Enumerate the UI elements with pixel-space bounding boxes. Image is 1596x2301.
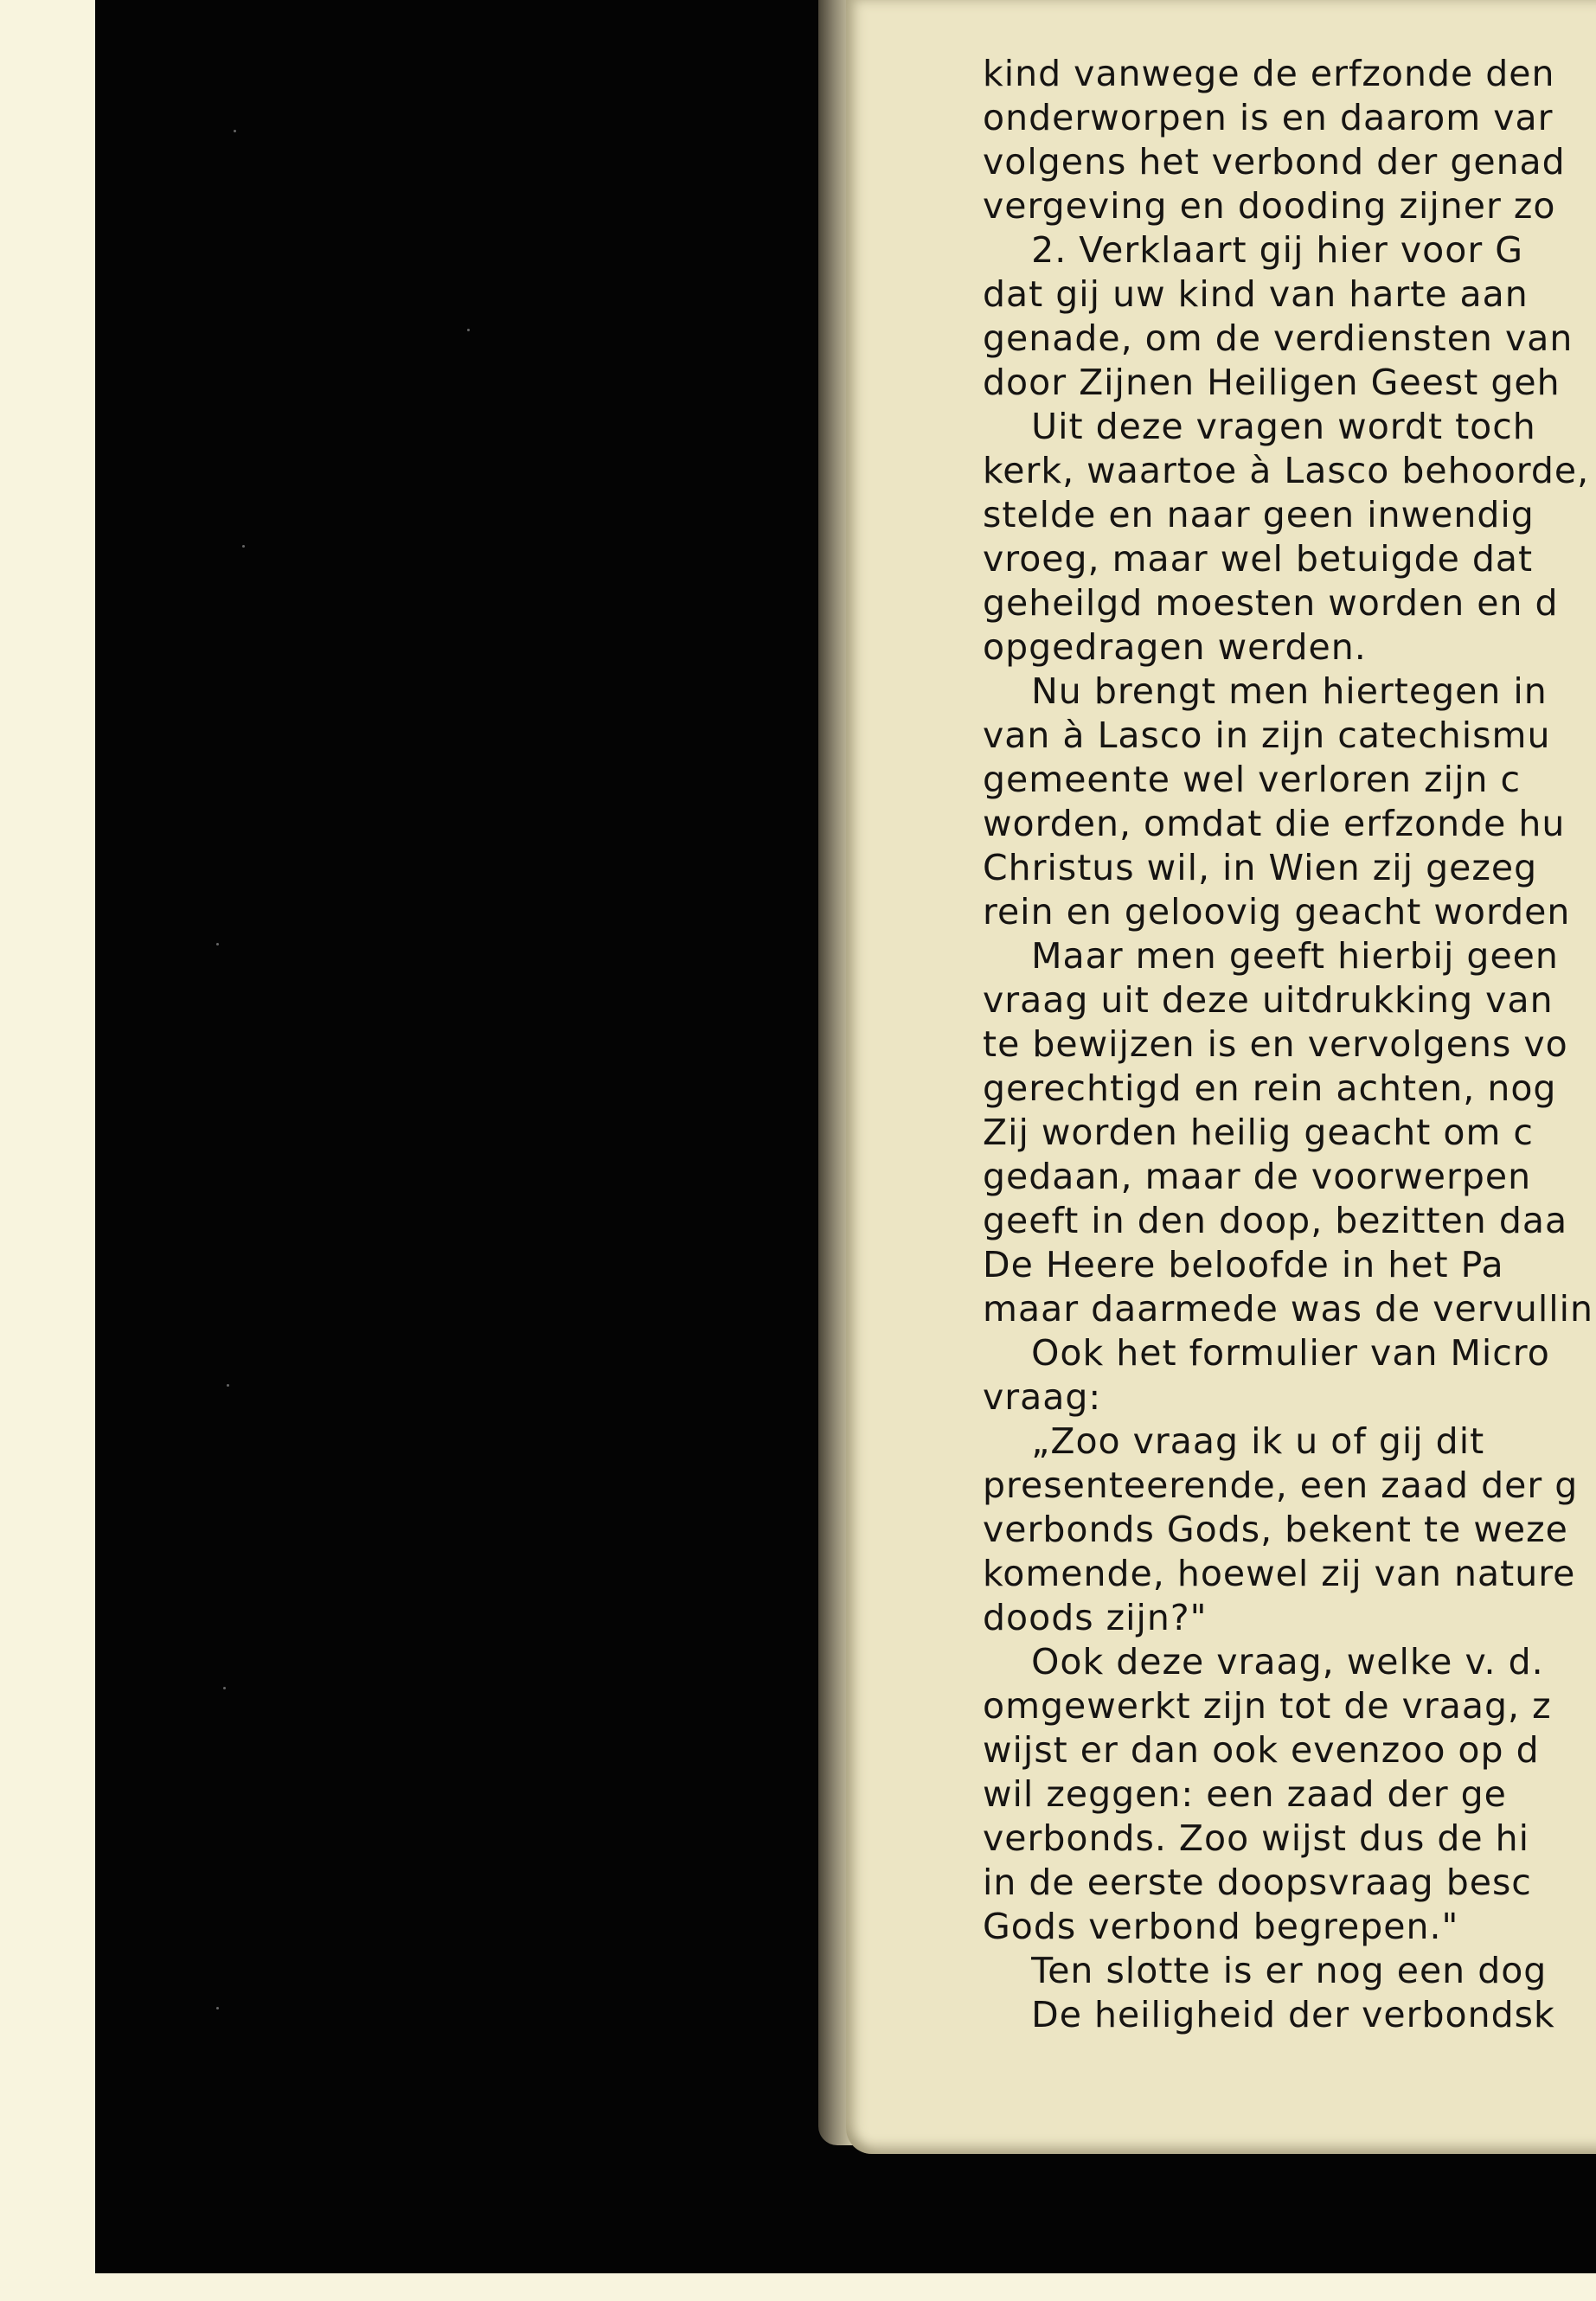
text-line: genade, om de verdiensten van (983, 317, 1574, 359)
text-line: worden, omdat die erfzonde hu (983, 803, 1566, 844)
text-line: in de eerste doopsvraag besc (983, 1862, 1532, 1903)
text-line: omgewerkt zijn tot de vraag, z (983, 1685, 1552, 1727)
text-line: vraag uit deze uitdrukking van (983, 979, 1554, 1021)
scan-bottom-margin (0, 2273, 1596, 2301)
dust-speck (242, 545, 245, 548)
text-line: gedaan, maar de voorwerpen (983, 1156, 1532, 1197)
text-line: Maar men geeft hierbij geen (983, 935, 1559, 977)
text-line: door Zijnen Heiligen Geest geh (983, 362, 1561, 403)
text-line: Nu brengt men hiertegen in (983, 670, 1548, 712)
text-line: gerechtigd en rein achten, nog (983, 1067, 1557, 1109)
dust-speck (216, 943, 219, 945)
text-line: Gods verbond begrepen." (983, 1906, 1459, 1947)
text-line: Ten slotte is er nog een dog (983, 1950, 1548, 1991)
text-line: dat gij uw kind van harte aan (983, 273, 1529, 315)
text-line: verbonds Gods, bekent te weze (983, 1509, 1568, 1550)
text-line: Zij worden heilig geacht om c (983, 1112, 1534, 1153)
text-line: „Zoo vraag ik u of gij dit (983, 1420, 1485, 1462)
text-line: wil zeggen: een zaad der ge (983, 1773, 1507, 1815)
text-line: maar daarmede was de vervullin (983, 1288, 1594, 1330)
text-line: van à Lasco in zijn catechismu (983, 715, 1551, 756)
text-line: 2. Verklaart gij hier voor G (983, 229, 1523, 271)
text-line: geheilgd moesten worden en d (983, 582, 1559, 624)
dust-speck (216, 2007, 219, 2009)
text-line: vraag: (983, 1376, 1102, 1418)
text-line: rein en geloovig geacht worden (983, 891, 1571, 933)
dust-speck (227, 1384, 229, 1387)
text-line: verbonds. Zoo wijst dus de hi (983, 1817, 1530, 1859)
text-line: doods zijn?" (983, 1597, 1208, 1638)
dust-speck (467, 329, 470, 331)
text-line: De Heere beloofde in het Pa (983, 1244, 1504, 1285)
text-line: wijst er dan ook evenzoo op d (983, 1729, 1540, 1771)
text-line: onderworpen is en daarom var (983, 97, 1554, 138)
text-line: vroeg, maar wel betuigde dat (983, 538, 1534, 580)
book-page (846, 0, 1596, 2154)
text-line: geeft in den doop, bezitten daa (983, 1200, 1568, 1241)
text-line: Christus wil, in Wien zij gezeg (983, 847, 1538, 888)
text-line: Ook het formulier van Micro (983, 1332, 1550, 1374)
text-line: De heiligheid der verbondsk (983, 1994, 1555, 2035)
scan-left-margin (0, 0, 95, 2301)
text-line: kerk, waartoe à Lasco behoorde, (983, 450, 1590, 491)
text-line: gemeente wel verloren zijn c (983, 759, 1522, 800)
text-line: opgedragen werden. (983, 626, 1367, 668)
text-line: Uit deze vragen wordt toch (983, 406, 1536, 447)
text-line: volgens het verbond der genad (983, 141, 1566, 183)
dust-speck (234, 130, 236, 132)
text-line: kind vanwege de erfzonde den (983, 53, 1555, 94)
page-text (983, 52, 1596, 2037)
dust-speck (223, 1687, 226, 1689)
text-line: stelde en naar geen inwendig (983, 494, 1535, 535)
text-line: komende, hoewel zij van nature (983, 1553, 1576, 1594)
text-line: vergeving en dooding zijner zo (983, 185, 1556, 227)
text-line: te bewijzen is en vervolgens vo (983, 1023, 1568, 1065)
text-line: Ook deze vraag, welke v. d. (983, 1641, 1544, 1682)
text-line: presenteerende, een zaad der g (983, 1465, 1579, 1506)
